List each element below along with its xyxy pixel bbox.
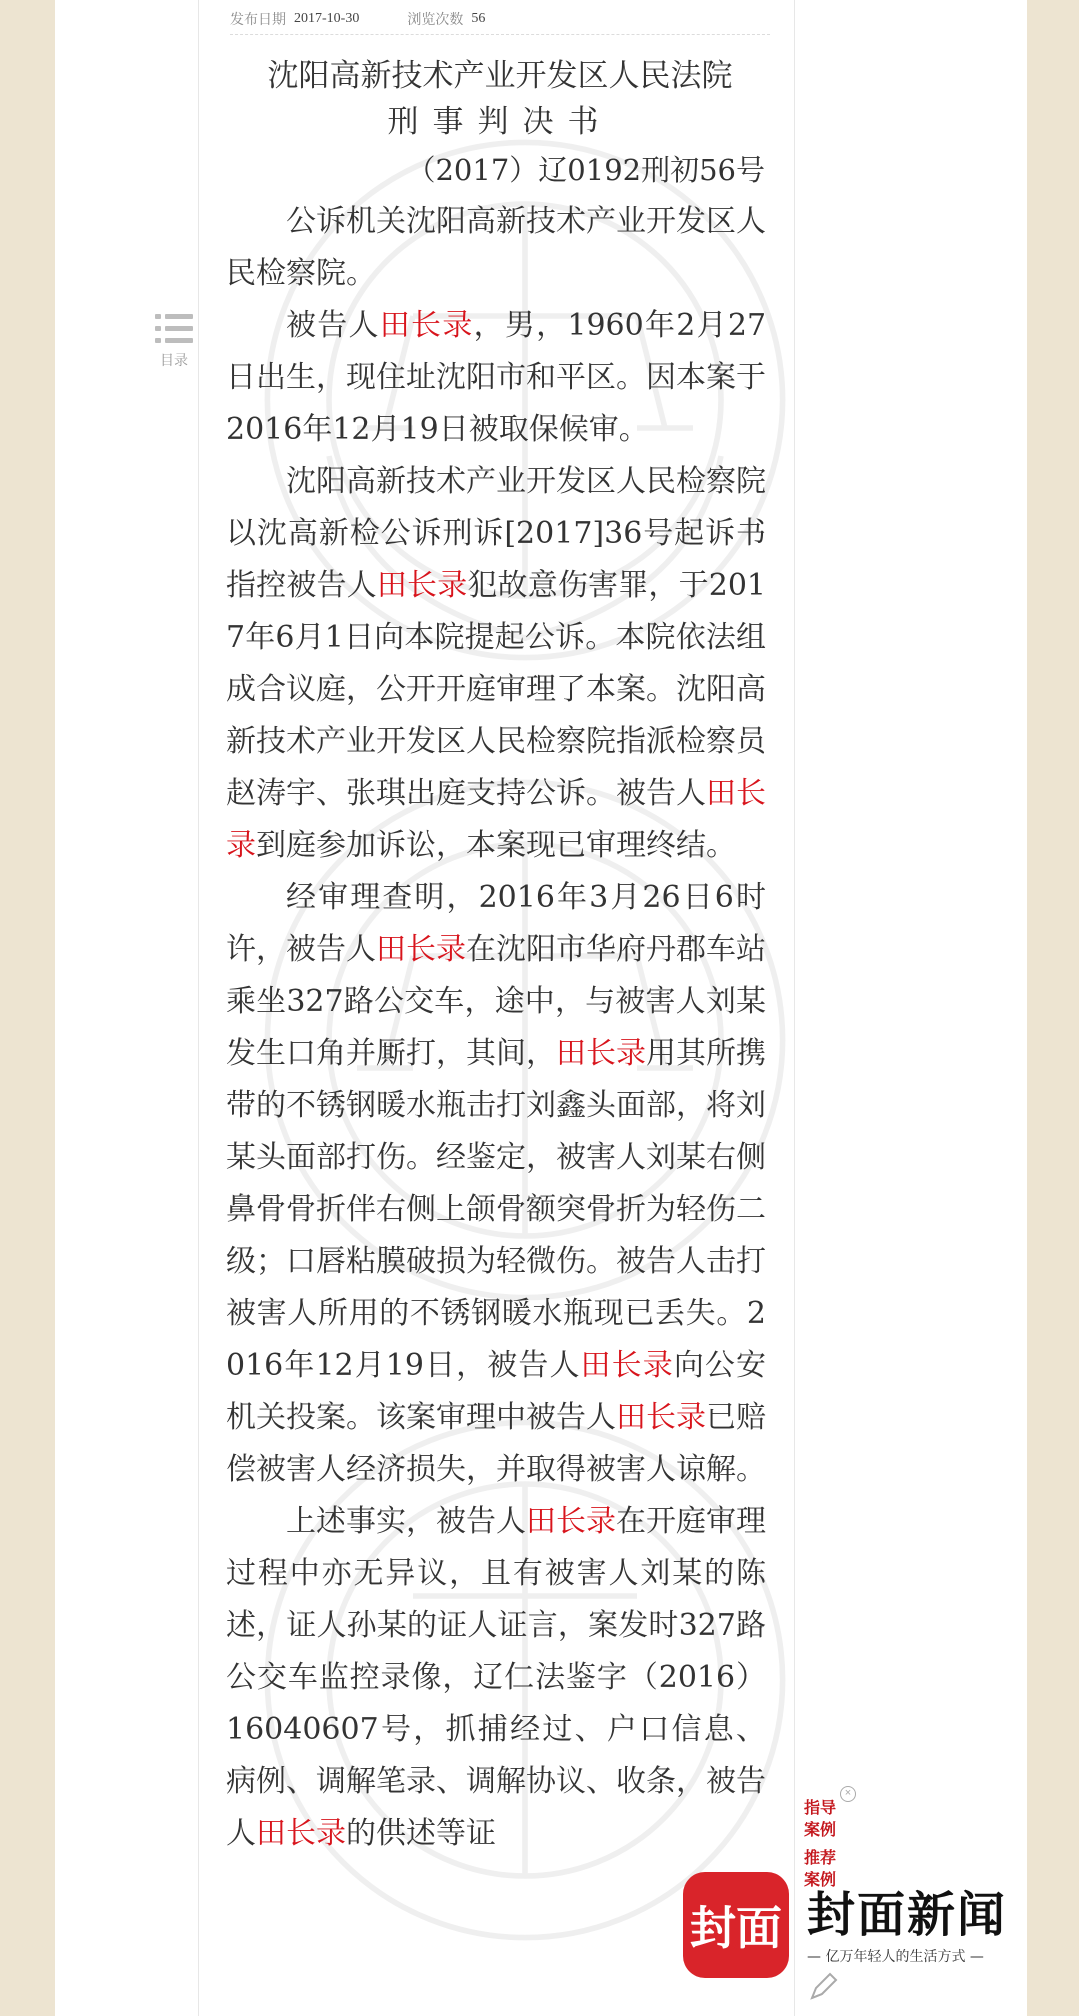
close-float-links-button[interactable]: × [840,1786,856,1802]
right-margin [1027,0,1079,2016]
defendant-name: 田长录 [616,1400,706,1435]
paragraph-text: 已赔偿被害人经济损失，并取得被害人谅解。 [226,1400,766,1487]
defendant-name: 田长录 [526,1504,616,1539]
paragraph-text: 在沈阳市华府丹郡车站乘坐327路公交车，途中，与被害人刘某发生口角并厮打，其间， [226,932,766,1071]
cover-news-slogan: — 亿万年轻人的生活方式 — [807,1949,984,1965]
publish-date-label: 发布日期 [230,11,286,27]
defendant-name: 田长录 [376,932,466,967]
paragraph-text: 向公安机关投案。该案审理中被告人 [226,1348,767,1435]
toc-label: 目录 [160,352,188,368]
defendant-name: 田长录 [376,568,468,603]
document-meta [230,4,770,35]
paragraph-prosecution [226,456,766,872]
view-count-label: 浏览次数 [407,11,464,27]
paragraph-text: 经审理查明，2016年3月26日6时许，被告人 [226,880,766,967]
paragraph-text: 沈阳高新技术产业开发区人民检察院以沈高新检公诉刑诉[2017]36号起诉书指控被告人 [226,464,766,603]
cover-news-logo-badge: 封面 [683,1872,789,1978]
paragraph-text: 的供述等证 [346,1816,496,1851]
case-number: （2017）辽0192刑初56号 [406,153,765,187]
paragraph-prosecutor [226,196,766,300]
publish-date-group [230,9,359,29]
list-icon [155,312,193,346]
view-count-group [407,9,485,29]
left-margin [0,0,55,2016]
guide-case-label-a: 指导 [804,1800,837,1817]
recommended-case-label-b: 案例 [804,1872,837,1889]
paragraph-text: ，男，1960年2月27日出生，现住址沈阳市和平区。因本案于2016年12月19日被取保候审。 [226,308,767,447]
paragraph-text: 被告人 [286,308,380,343]
paragraph-text: 口信息、病例、调解笔录、调解协议、收条，被告人 [226,1712,767,1851]
guide-case-label-b: 案例 [804,1822,837,1839]
judgment-body [226,196,766,1860]
paragraph-text: 犯故意伤害罪，于2017年6月1日向本院提起公诉。本院依法组成合议庭，公开开庭审理了本案。沈阳高新技术产业开发区人民检察院指派检察员赵涛宇、张琪出庭支持公诉。被告人 [226,568,767,811]
document-type: 刑事判决书 [387,104,613,140]
cover-news-watermark [683,1872,1023,1982]
paragraph-facts [226,872,766,1496]
paragraph-text: 在开庭审理过程中亦无异议，且有被害人刘某的陈述，证人孙某的证人证言，案发时327路公交车监控录像，辽仁法鉴字（2016）16040607号，抓捕经过、 [226,1504,766,1747]
defendant-name: 田长录 [226,776,766,863]
defendant-name: 田长录 [556,1036,646,1071]
guide-case-link[interactable] [804,1798,844,1842]
publish-date-value: 2017-10-30 [294,11,360,26]
paragraph-text: 用其所携带的不锈钢暖水瓶击打刘鑫头面部，将刘某头面部打伤。经鉴定，被害人刘某右侧鼻骨骨折伴右侧上颌骨额突骨折为轻伤二级；口唇粘膜破损为轻微伤。被告人击打被害人所用的不锈钢暖水瓶现已丢失。2016年12月19日，被告人 [226,1036,766,1383]
court-name: 沈阳高新技术产业开发区人民法院 [267,58,733,94]
paragraph-text: 上述事实，被告人 [286,1504,526,1539]
paragraph-evidence [226,1496,766,1860]
defendant-name: 田长录 [580,1348,674,1383]
defendant-name: 田长录 [379,308,474,343]
defendant-name: 田长录 [256,1816,346,1851]
recommended-case-label-a: 推荐 [804,1850,837,1867]
paragraph-text: 公诉机关沈阳高新技术产业开发区人民检察院。 [226,204,766,291]
table-of-contents-button[interactable] [152,312,196,376]
paragraph-text: 户 [606,1712,640,1747]
paragraph-text: 到庭参加诉讼，本案现已审理终结。 [256,828,736,863]
paragraph-defendant [226,300,766,456]
view-count-value: 56 [471,11,486,26]
cover-news-name: 封面新闻 [807,1887,1008,1943]
